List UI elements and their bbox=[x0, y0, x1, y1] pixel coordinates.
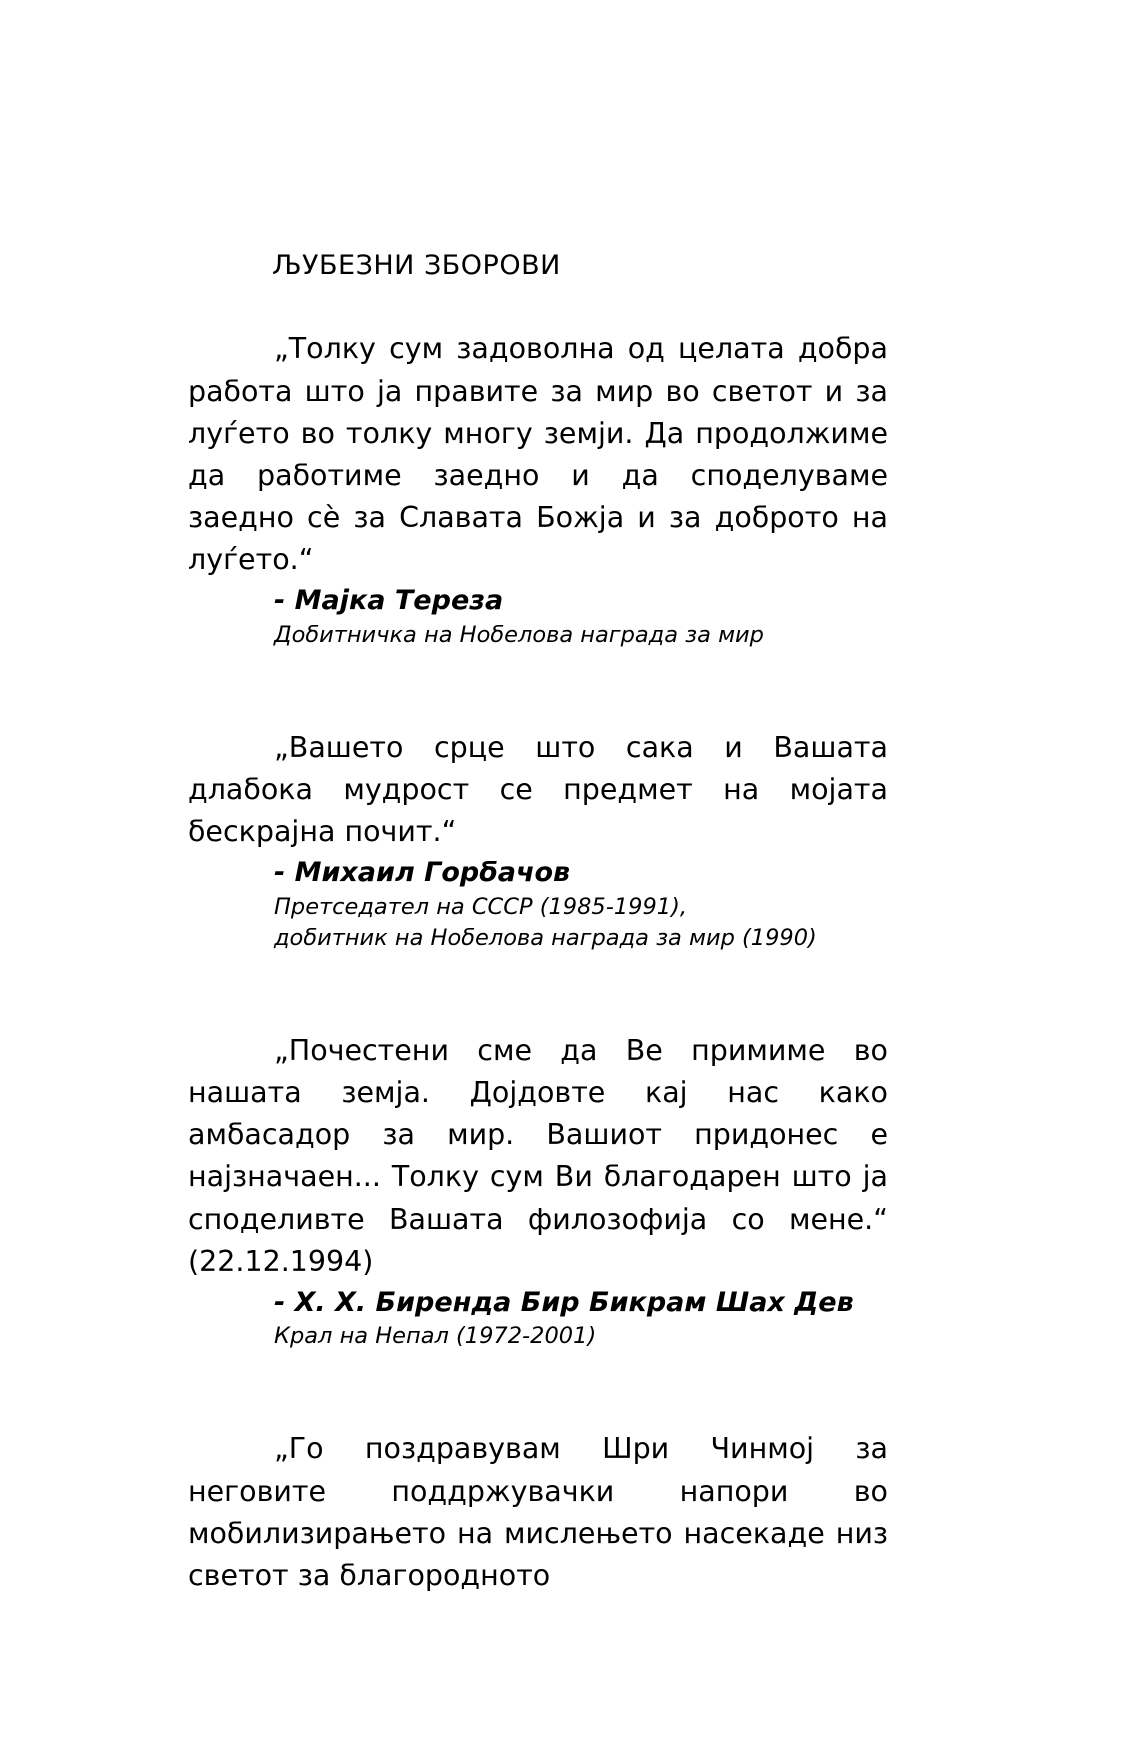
quote-block-3 bbox=[188, 1030, 888, 1353]
block-spacer bbox=[188, 994, 888, 1030]
quote-credential: добитник на Нобелова награда за мир (1990) bbox=[274, 924, 817, 951]
quote-text: „Толку сум задоволна од целата добра работа што ја правите за мир во светот и за луѓето во толку многу земји. Да продолжиме да работиме заедно и да споделуваме заедно сѐ за Славата Божја и за доброто на луѓето.“ bbox=[188, 332, 888, 577]
quote-author: - Михаил Горбачов bbox=[274, 857, 571, 889]
quote-text: „Почестени сме да Ве примиме во нашата земја. Дојдовте кај нас како амбасадор за мир. Вашиот придонес е најзначаен... Толку сум Ви благодарен што ја споделивте Вашата филозофија со мене.“ (22.12.1994) bbox=[188, 1033, 888, 1278]
block-spacer bbox=[188, 1392, 888, 1428]
block-spacer bbox=[188, 691, 888, 727]
quote-text: „Го поздравувам Шри Чинмој за неговите поддржувачки напори во мобилизирањето на мислењето насекаде низ светот за благородното bbox=[188, 1432, 888, 1592]
quote-author: - Мајка Тереза bbox=[274, 585, 504, 617]
quote-text: „Вашето срце што сака и Вашата длабока мудрост се предмет на мојата бескрајна почит.“ bbox=[188, 730, 888, 849]
quote-block-1 bbox=[188, 328, 888, 651]
quote-block-4 bbox=[188, 1428, 888, 1597]
quote-author: - Х. Х. Биренда Бир Бикрам Шах Дев bbox=[274, 1286, 854, 1318]
quote-credential: Добитничка на Нобелова награда за мир bbox=[274, 621, 764, 648]
quote-credential: Крал на Непал (1972-2001) bbox=[274, 1323, 597, 1350]
page-title: ЉУБЕЗНИ ЗБОРОВИ bbox=[272, 250, 561, 281]
page-content bbox=[188, 250, 888, 1637]
quote-block-2 bbox=[188, 727, 888, 954]
quote-credential: Претседател на СССР (1985-1991), bbox=[274, 893, 688, 920]
